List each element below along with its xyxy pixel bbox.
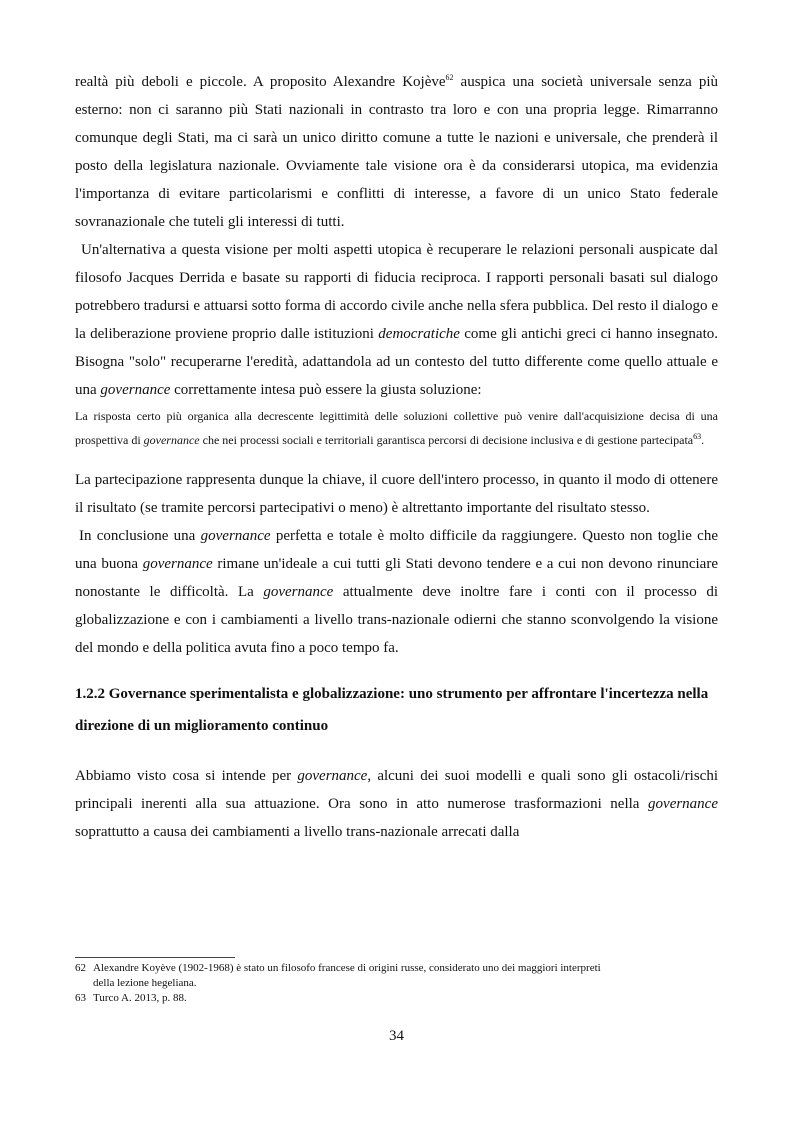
text-run: auspica una società universale senza più esterno: non ci saranno più Stati nazionali in contrasto tra loro e con una propria legge. Rimarranno comunque degli Stati, ma ci sarà un unico diritto comune a tutte le nazioni e universale, che prenderà il posto della legislatura nazionale. Ovviamente tale visione ora è da considerarsi utopica, ma evidenzia l'importanza di evitare particolarismi e conflitti di interesse, a favore di un unico Stato federale sovranazionale che tuteli gli interessi di tutti. — [75, 74, 718, 230]
text-run: . — [701, 433, 705, 447]
footnote-number: 63 — [75, 992, 86, 1004]
footnote-number: 62 — [75, 962, 86, 974]
footnote-text: Turco A. 2013, p. 88. — [93, 992, 187, 1004]
footnotes — [75, 961, 725, 1006]
text-run: In conclusione una — [79, 528, 201, 544]
paragraph-kojeve — [75, 68, 718, 236]
footnote-62 — [75, 961, 725, 976]
italic-term: governance — [100, 382, 171, 398]
text-run: realtà più deboli e piccole. A proposito Alexandre Kojève — [75, 74, 446, 90]
footnote-ref-63[interactable]: 63 — [693, 432, 702, 441]
italic-term: governance — [200, 528, 271, 544]
italic-term: governance — [143, 433, 200, 447]
paragraph-governance — [75, 762, 718, 846]
italic-term: governance — [263, 584, 334, 600]
paragraph-partecipazione — [75, 466, 718, 522]
text-run: Un'alternativa a questa visione per molti aspetti utopica è recuperare le relazioni personali auspicate dal filosofo Jacques Derrida e basate su rapporti di fiducia reciproca. I rapporti personali basati sul dialogo potrebbero tradursi e attuarsi sotto forma di accordo civile anche nella sfera pubblica. Del resto il dialogo e la deliberazione proviene proprio dalle istituzioni — [75, 242, 718, 342]
footnote-62-continued: della lezione hegeliana. — [93, 977, 197, 989]
text-run: perfetta e totale è molto difficile da raggiungere. Questo non toglie che una buona — [75, 528, 718, 572]
paragraph-conclusione — [75, 522, 718, 662]
text-run: Abbiamo visto cosa si intende per — [75, 768, 298, 784]
text-run: soprattutto a causa dei cambiamenti a livello trans-nazionale arrecati dalla — [75, 824, 520, 840]
block-quote — [75, 404, 718, 452]
text-run: rimane un'ideale a cui tutti gli Stati devono tendere e a cui non devono rinunciare nonostante le difficoltà. La — [75, 556, 718, 600]
text-run: correttamente intesa può essere la giusta soluzione: — [170, 382, 482, 398]
text-run: che nei processi sociali e territoriali garantisca percorsi di decisione inclusiva e di gestione partecipata — [199, 433, 694, 447]
text-run: , alcuni dei suoi modelli e quali sono gli ostacoli/rischi principali inerenti alla sua attuazione. Ora sono in atto numerose trasformazioni nella — [75, 768, 718, 812]
footnote-63 — [75, 991, 725, 1006]
paragraph-derrida — [75, 236, 718, 404]
text-run: come gli antichi greci ci hanno insegnato. Bisogna "solo" recuperarne l'eredità, adattandola ad un contesto del tutto differente come quello attuale e una — [75, 326, 718, 398]
section-heading: 1.2.2 Governance sperimentalista e globalizzazione: uno strumento per affrontare l'incertezza nella direzione di un miglioramento continuo — [75, 686, 709, 734]
text-run: La partecipazione rappresenta dunque la chiave, il cuore dell'intero processo, in quanto il modo di ottenere il risultato (se tramite percorsi partecipativi o meno) è altrettanto importante del risultato stesso. — [75, 472, 718, 516]
italic-term: governance — [142, 556, 213, 572]
footnote-ref-62[interactable]: 62 — [445, 73, 454, 82]
footnote-text: Alexandre Koyève (1902-1968) è stato un filosofo francese di origini russe, considerato uno dei maggiori interpreti — [93, 962, 601, 974]
italic-term: governance — [297, 768, 368, 784]
italic-term: democratiche — [378, 326, 460, 342]
page-number: 34 — [389, 1028, 404, 1044]
footnote-separator — [75, 957, 235, 958]
text-run: La risposta certo più organica alla decrescente legittimità delle soluzioni collettive può venire dall'acquisizione decisa di una prospettiva di — [75, 409, 718, 447]
text-run: attualmente deve inoltre fare i conti con il processo di globalizzazione e con i cambiamenti a livello trans-nazionale odierni che stanno sconvolgendo la visione del mondo e della politica avuta fino a poco tempo fa. — [75, 584, 718, 656]
page-body — [75, 68, 718, 846]
italic-term: governance — [648, 796, 718, 812]
